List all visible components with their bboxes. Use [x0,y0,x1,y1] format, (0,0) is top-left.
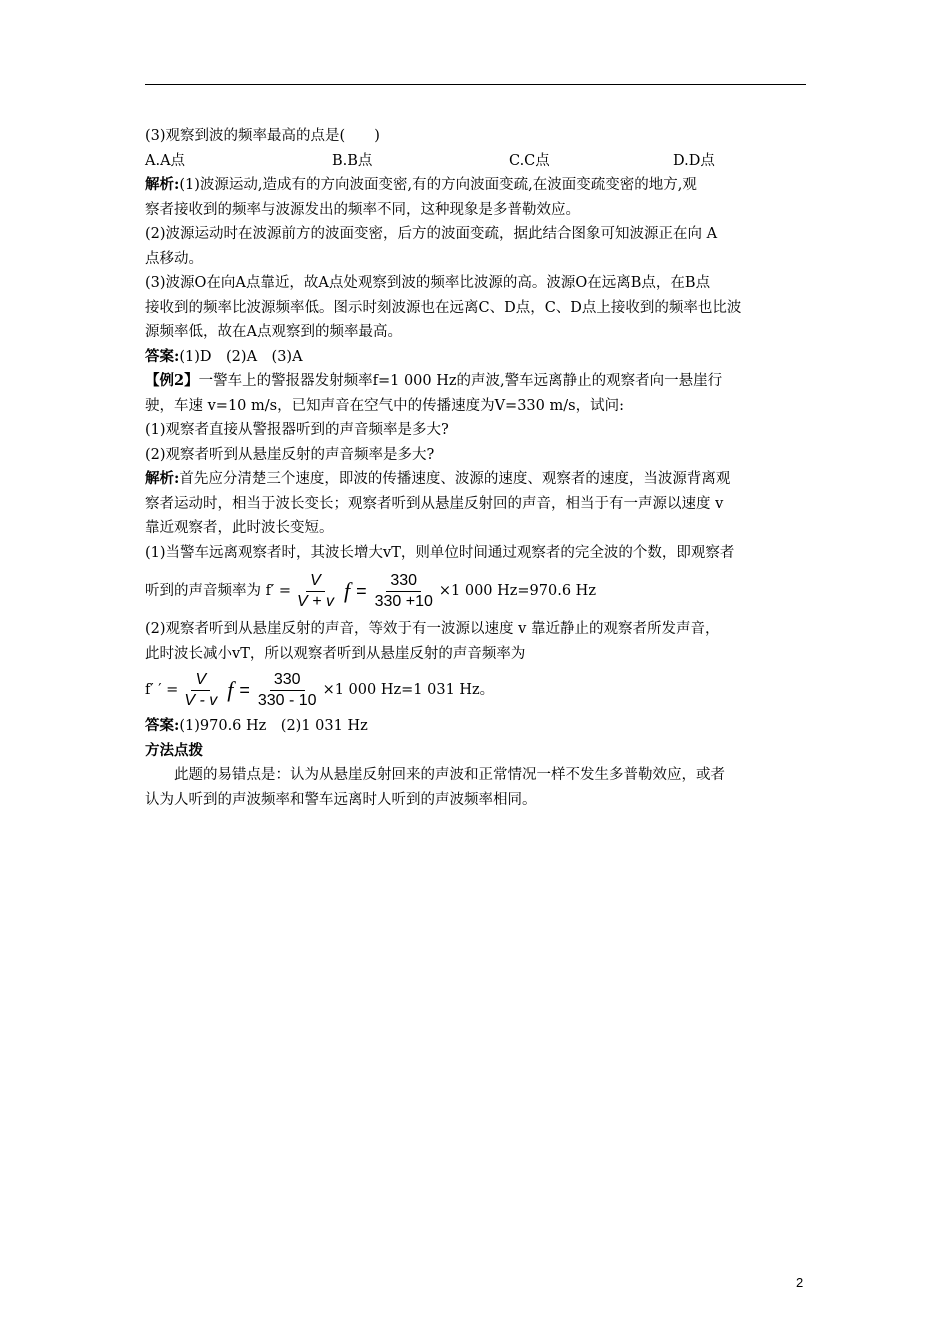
example-2-line: 驶，车速 v=10 m/s，已知声音在空气中的传播速度为V=330 m/s，试问: [145,397,624,414]
formula-suffix: ×1 000 Hz=970.6 Hz [438,582,596,599]
analysis-1-line: 察者接收到的频率与波源发出的频率不同，这种现象是多普勒效应。 [145,201,580,218]
formula-1 [145,565,810,617]
analysis-label: 解析: [145,470,180,487]
analysis-label: 解析: [145,176,180,193]
answer-options [145,149,810,174]
analysis-2-line: (1)当警车远离观察者时，其波长增大vT，则单位时间通过观察者的完全波的个数，即观察者 [145,544,735,561]
analysis-1-line [145,173,810,198]
example-2-question-2: (2)观察者听到从悬崖反射的声音频率是多大? [145,446,435,463]
formula-prefix: 听到的声音频率为 f′ = [145,582,292,599]
formula-2 [145,666,810,714]
fraction-numerator: 330 [386,572,421,592]
question-3: (3)观察到波的频率最高的点是( ) [145,128,380,144]
analysis-2-line: (2)观察者听到从悬崖反射的声音，等效于有一波源以速度 v 靠近静止的观察者所发声音， [145,621,720,637]
analysis-2-line [145,467,810,492]
fraction-denominator: V + v [297,592,334,610]
option-b: B.B点 [332,152,373,169]
formula-suffix: ×1 000 Hz=1 031 Hz。 [322,681,495,698]
math-symbol: f [227,676,234,702]
fraction [293,572,338,611]
example-2-text: 一警车上的警报器发射频率f=1 000 Hz的声波,警车远离静止的观察者向一悬崖行 [198,373,723,389]
method-text-line: 此题的易错点是：认为从悬崖反射回来的声波和正常情况一样不发生多普勒效应，或者 [174,767,725,783]
math-symbol: f [343,577,351,603]
fraction-denominator: V - v [184,691,218,709]
fraction [254,671,321,710]
answer-label: 答案: [145,717,180,734]
answer-text: (1)D (2)A (3)A [179,348,303,365]
example-2-question-1: (1)观察者直接从警报器听到的声音频率是多大? [145,422,449,438]
fraction-denominator: 330 +10 [374,592,433,610]
option-d: D.D点 [673,152,715,169]
option-c: C.C点 [509,152,550,169]
formula-prefix: f′ ′ = [145,681,179,698]
fraction-numerator: V [191,671,210,691]
method-title: 方法点拨 [145,741,203,759]
analysis-1-line: 源频率低，故在A点观察到的频率最高。 [145,324,402,340]
example-2-line [145,369,810,394]
analysis-2-line: 靠近观察者，此时波长变短。 [145,520,334,536]
answer-1 [145,345,810,370]
analysis-text: 首先应分清楚三个速度，即波的传播速度、波源的速度、观察者的速度，当波源背离观 [179,471,731,487]
page-number: 2 [796,1275,804,1290]
answer-text: (1)970.6 Hz (2)1 031 Hz [179,718,368,734]
fraction [371,572,437,611]
analysis-1-line: (2)波源运动时在波源前方的波面变密，后方的波面变疏，据此结合图象可知波源正在向 A [145,226,718,242]
option-a: A.A点 [145,152,186,169]
answer-label: 答案: [145,347,180,365]
analysis-text: (1)波源运动,造成有的方向波面变密,有的方向波面变疏,在波面变疏变密的地方,观 [179,177,697,193]
fraction [180,671,221,710]
analysis-2-line: 此时波长减小vT，所以观察者听到从悬崖反射的声音频率为 [145,645,526,662]
header-rule [145,84,806,85]
equals-sign: = [356,580,367,601]
fraction-numerator: 330 [270,671,305,691]
analysis-1-line: 接收到的频率比波源频率低。图示时刻波源也在远离C、D点，C、D点上接收到的频率也比波 [145,299,742,316]
fraction-numerator: V [306,572,325,592]
example-2-label: 【例2】 [145,372,199,389]
equals-sign: = [239,679,250,700]
page-content [145,124,810,812]
fraction-denominator: 330 - 10 [257,691,317,709]
method-text-line: 认为人听到的声波频率和警车远离时人听到的声波频率相同。 [145,791,537,808]
analysis-1-line: (3)波源O在向A点靠近，故A点处观察到波的频率比波源的高。波源O在远离B点，在B点 [145,275,711,291]
answer-2 [145,714,810,739]
analysis-2-line: 察者运动时，相当于波长变长；观察者听到从悬崖反射回的声音，相当于有一声源以速度 v [145,495,724,512]
analysis-1-line: 点移动。 [145,250,203,267]
